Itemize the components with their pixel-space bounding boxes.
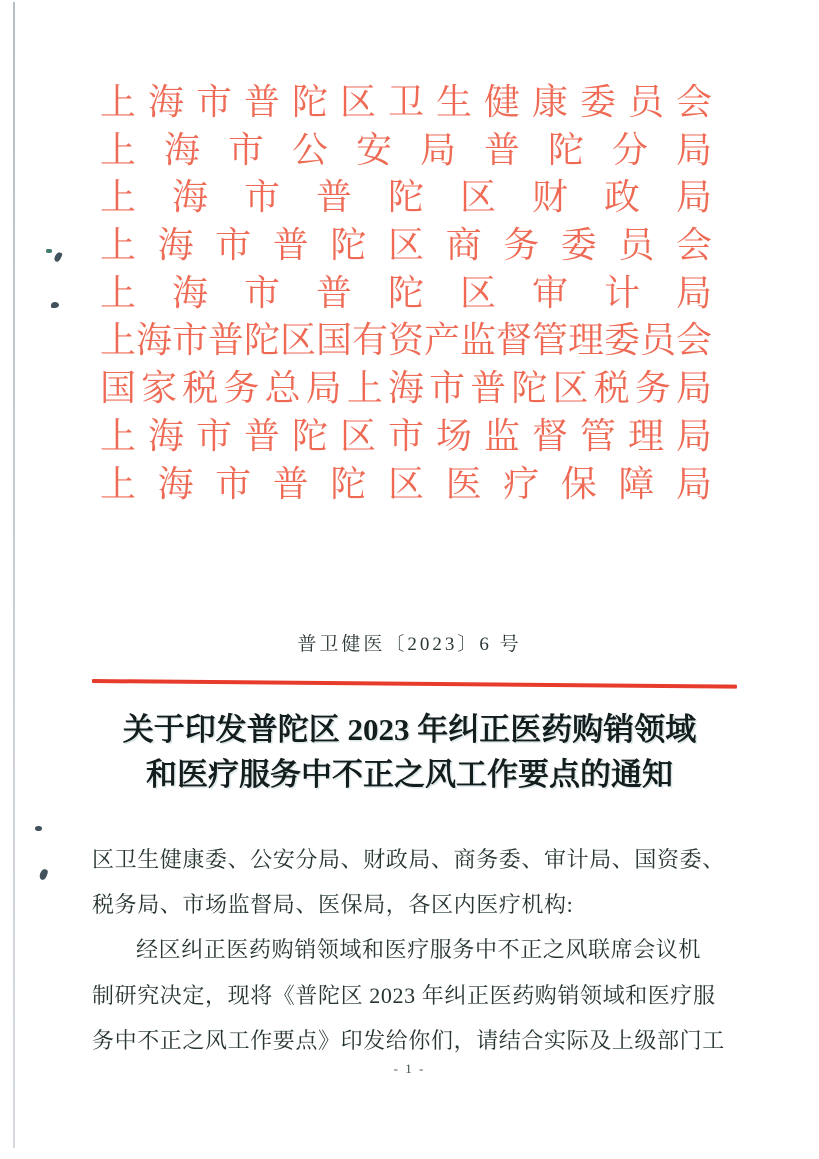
body-line-4: 制研究决定，现将《普陀区 2023 年纠正医药购销领域和医疗服 [92,982,716,1008]
body-line-5: 务中不正之风工作要点》印发给你们，请结合实际及上级部门工 [92,1027,725,1053]
scan-edge-line [13,2,15,1148]
body-line-2: 税务局、市场监督局、医保局，各区内医疗机构: [92,892,574,918]
agency-line-2: 上海市公安局普陀分局 [100,129,712,170]
document-body [92,837,732,1063]
agency-line-3: 上海市普陀区财政局 [100,177,712,218]
document-number: 普卫健医〔2023〕6 号 [297,634,522,655]
agency-line-4: 上海市普陀区商务委员会 [100,225,712,266]
scan-artifact [46,249,52,253]
agency-line-1: 上海市普陀区卫生健康委员会 [100,82,712,122]
agency-line-6: 上海市普陀区国有资产监督管理委员会 [100,320,712,361]
agency-line-7: 国家税务总局上海市普陀区税务局 [100,368,712,409]
document-title-line-1: 关于印发普陀区 2023 年纠正医药购销领域 [122,712,697,747]
scan-artifact [53,251,63,263]
letterhead-agency-block [100,79,712,508]
scan-artifact [38,868,48,881]
page-number: - 1 - [393,1061,426,1076]
scan-artifact [35,826,42,831]
body-line-3: 经区纠正医药购销领域和医疗服务中不正之风联席会议机 [136,937,702,963]
body-line-1: 区卫生健康委、公安分局、财政局、商务委、审计局、国资委、 [92,847,725,872]
document-title [0,707,819,797]
agency-line-5: 上海市普陀区审计局 [100,272,712,313]
document-title-line-2: 和医疗服务中不正之风工作要点的通知 [146,757,673,792]
agency-line-9: 上海市普陀区医疗保障局 [100,463,712,504]
red-divider-line [92,679,737,689]
scan-artifact [51,302,59,308]
agency-line-8: 上海市普陀区市场监督管理局 [100,415,712,456]
